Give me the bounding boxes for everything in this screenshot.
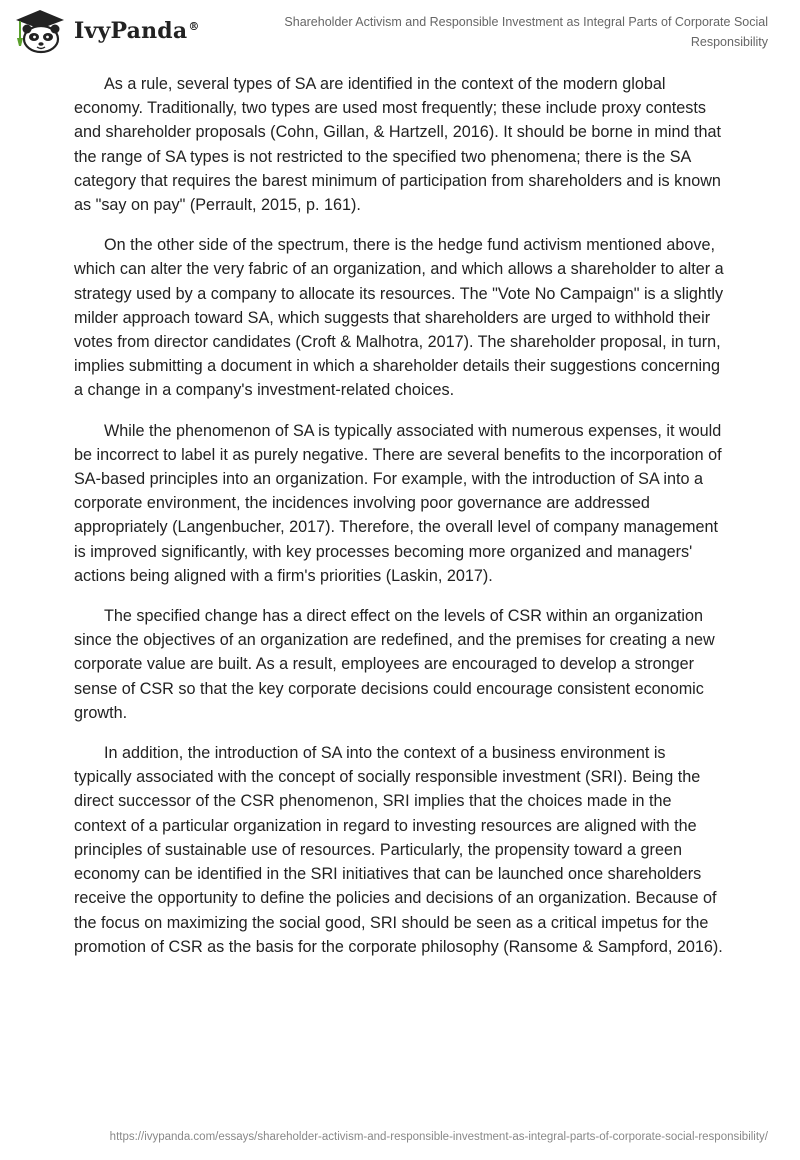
paragraph-3: While the phenomenon of SA is typically associated with numerous expenses, it would be incorrect to label it as purely negative. There are several benefits to the incorporation of SA-based principles into an organization. For example, with the introduction of SA into a corporate environment, the incidences involving poor governance are addressed appropriately (Langenbucher, 2017). Therefore, the overall level of company management is improved significantly, with key processes becoming more organized and managers' actions being aligned with a firm's priorities (Laskin, 2017). [74, 421, 722, 585]
brand-name: IvyPanda® [74, 18, 200, 44]
paragraph-1: As a rule, several types of SA are identified in the context of the modern global economy. Traditionally, two types are used most frequently; these include proxy contests and shareholder proposals (Cohn, Gillan, & Hartzell, 2016). It should be borne in mind that the range of SA types is not restricted to the specified two phenomena; there is the SA category that requires the barest minimum of participation from shareholders and is known as "say on pay" (Perrault, 2015, p. 161). [74, 75, 721, 215]
paragraph-5: In addition, the introduction of SA into the context of a business environment is typically associated with the concept of socially responsible investment (SRI). Being the direct successor of the CSR phenomenon, SRI implies that the choices made in the context of a particular organization in regard to investing resources are aligned with the principles of sustainable use of resources. Particularly, the propensity toward a green economy can be identified in the SRI initiatives that can be launched once shareholders receive the opportunity to define the policies and decisions of an organization. Because of the focus on maximizing the social good, SRI should be seen as a critical impetus for the promotion of CSR as the basis for the corporate philosophy (Ransome & Sampford, 2016). [74, 744, 723, 956]
panda-graduate-icon [14, 8, 66, 54]
source-url-link[interactable]: https://ivypanda.com/essays/shareholder-activism-and-responsible-investment-as-integral-parts-of-corporate-social-responsibility/ [109, 1131, 768, 1143]
paragraph-2: On the other side of the spectrum, there is the hedge fund activism mentioned above, which can alter the very fabric of an organization, and which allows a shareholder to alter a strategy used by a company to allocate its resources. The "Vote No Campaign" is a slightly milder approach toward SA, which suggests that shareholders are urged to withhold their votes from director candidates (Croft & Malhotra, 2017). The shareholder proposal, in turn, implies submitting a document in which a shareholder details their suggestions concerning a change in a company's investment-related choices. [74, 236, 724, 400]
essay-body [74, 72, 724, 975]
registered-mark: ® [188, 19, 200, 33]
paragraph-4: The specified change has a direct effect on the levels of CSR within an organization since the objectives of an organization are redefined, and the premises for creating a new corporate value are built. As a result, employees are encouraged to develop a stronger sense of CSR so that the key corporate decisions could encourage consistent economic growth. [74, 607, 715, 722]
ivypanda-logo[interactable] [14, 8, 200, 54]
document-title: Shareholder Activism and Responsible Investment as Integral Parts of Corporate Social Responsibility [284, 15, 768, 49]
page-header [0, 0, 800, 60]
